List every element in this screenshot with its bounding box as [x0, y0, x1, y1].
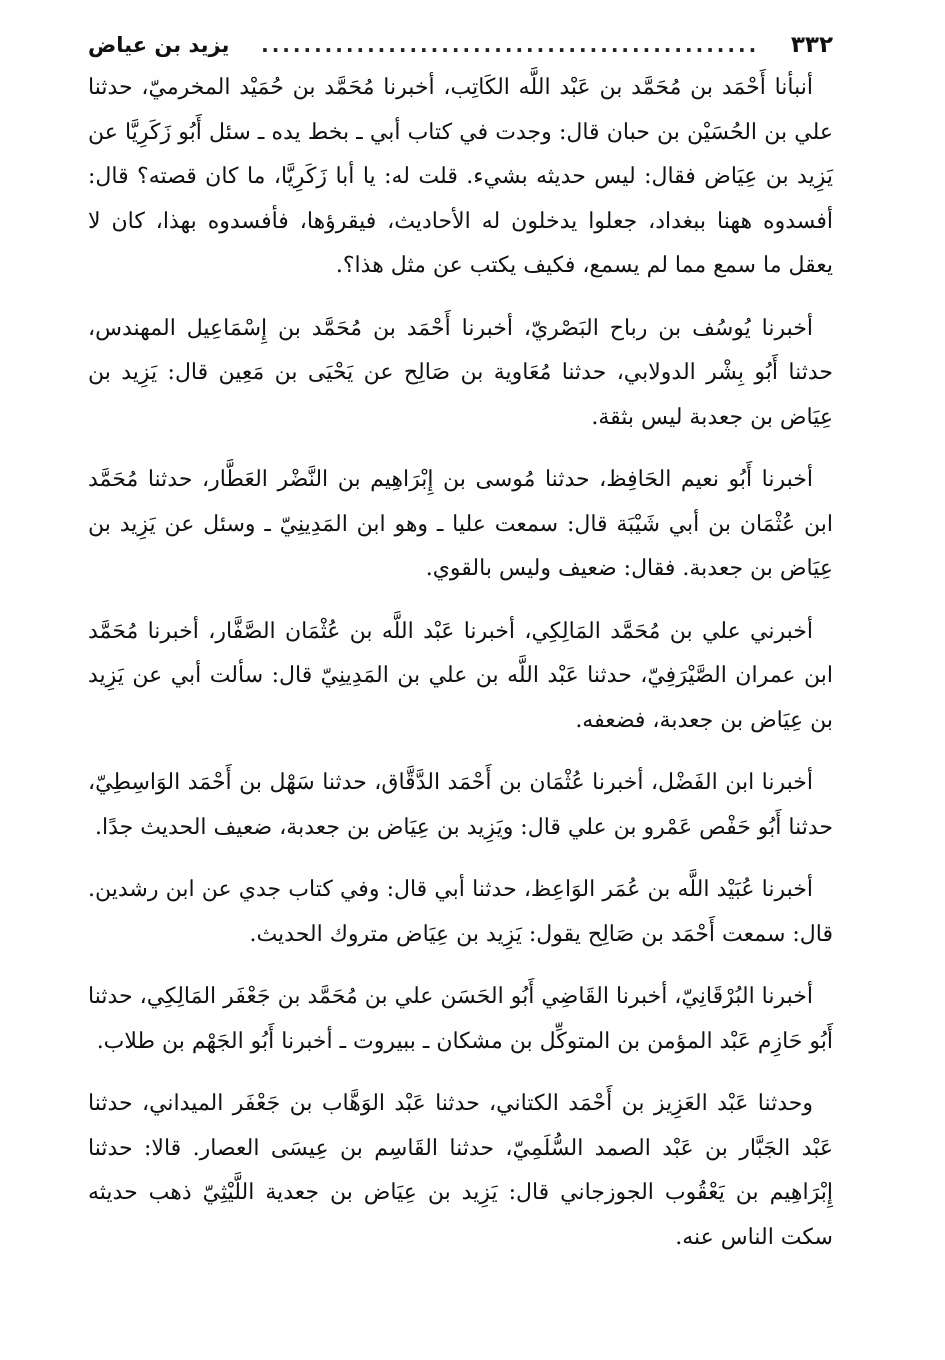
paragraph-3: أخبرنا أَبُو نعيم الحَافِظ، حدثنا مُوسى بن إِبْرَاهِيم بن النَّضْر العَطَّار، حدثنا مُحَمَّد ابن عُثْمَان بن أبي شَيْبَة قال: سمعت عليا ـ وهو ابن المَدِينِيّ ـ وسئل عن يَزِيد بن عِيَاض بن جعدبة. فقال: ضعيف وليس بالقوي.: [88, 467, 833, 581]
paragraph-7: أخبرنا البُرْقَانِيّ، أخبرنا القَاضِي أَبُو الحَسَن علي بن مُحَمَّد بن جَعْفَر المَالِكِي، حدثنا أَبُو حَازِم عَبْد المؤمن بن المتوكِّل بن مشكان ـ ببيروت ـ أخبرنا أَبُو الجَهْم بن طلاب.: [88, 984, 833, 1054]
document-page: [88, 28, 833, 1328]
page-header: [88, 28, 833, 62]
paragraph-4: أخبرني علي بن مُحَمَّد المَالِكِي، أخبرنا عَبْد اللَّه بن عُثْمَان الصَّفَّار، أخبرنا مُحَمَّد ابن عمران الصَّيْرَفِيّ، حدثنا عَبْد اللَّه بن علي بن المَدِينِيّ قال: سألت أبي عن يَزِيد بن عِيَاض بن جعدبة، فضعفه.: [88, 618, 833, 733]
paragraph-5: أخبرنا ابن الفَضْل، أخبرنا عُثْمَان بن أَحْمَد الدَّقَّاق، حدثنا سَهْل بن أَحْمَد الوَاسِطِيّ، حدثنا أَبُو حَفْص عَمْرو بن علي قال: ويَزِيد بن عِيَاض بن جعدبة، ضعيف الحديث جدًا.: [88, 770, 833, 840]
paragraph-6: أخبرنا عُبَيْد اللَّه بن عُمَر الوَاعِظ، حدثنا أبي قال: وفي كتاب جدي عن ابن رشدين. قال: سمعت أَحْمَد بن صَالِح يقول: يَزِيد بن عِيَاض متروك الحديث.: [88, 877, 833, 947]
running-title: يزيد بن عياض: [88, 33, 230, 57]
paragraph-8: وحدثنا عَبْد العَزِيز بن أَحْمَد الكتاني، حدثنا عَبْد الوَهَّاب بن جَعْفَر الميداني، حدثنا عَبْد الجَبَّار بن عَبْد الصمد السُّلَمِيّ، حدثنا القَاسِم بن عِيسَى العصار. قالا: حدثنا إِبْرَاهِيم بن يَعْقُوب الجوزجاني قال: يَزِيد بن عِيَاض بن جعدية اللَّيْثِيّ ذهب حديثه سكت الناس عنه.: [88, 1091, 833, 1250]
leader-dots: ...............................................: [261, 33, 760, 57]
page-number: ٣٣٢: [790, 32, 833, 58]
paragraph-2: أخبرنا يُوسُف بن رباح البَصْريّ، أخبرنا أَحْمَد بن مُحَمَّد بن إِسْمَاعِيل المهندس، حدثنا أَبُو بِشْر الدولابي، حدثنا مُعَاوية بن صَالِح عن يَحْيَى بن مَعِين قال: يَزِيد بن عِيَاض بن جعدبة ليس بثقة.: [88, 315, 833, 430]
paragraph-1: أنبأنا أَحْمَد بن مُحَمَّد بن عَبْد اللَّه الكَاتِب، أخبرنا مُحَمَّد بن حُمَيْد المخرميّ، حدثنا علي بن الحُسَيْن بن حبان قال: وجدت في كتاب أبي ـ بخط يده ـ سئل أَبُو زَكَرِيَّا عن يَزِيد بن عِيَاض فقال: ليس حديثه بشيء. قلت له: يا أبا زَكَرِيَّا، ما كان قصته؟ قال: أفسدوه ههنا ببغداد، جعلوا يدخلون له الأحاديث، فيقرؤها، فأفسدوه بهذا، كان لا يعقل ما سمع مما لم يسمع، فكيف يكتب عن مثل هذا؟.: [88, 75, 833, 278]
body-text: [88, 66, 833, 1260]
